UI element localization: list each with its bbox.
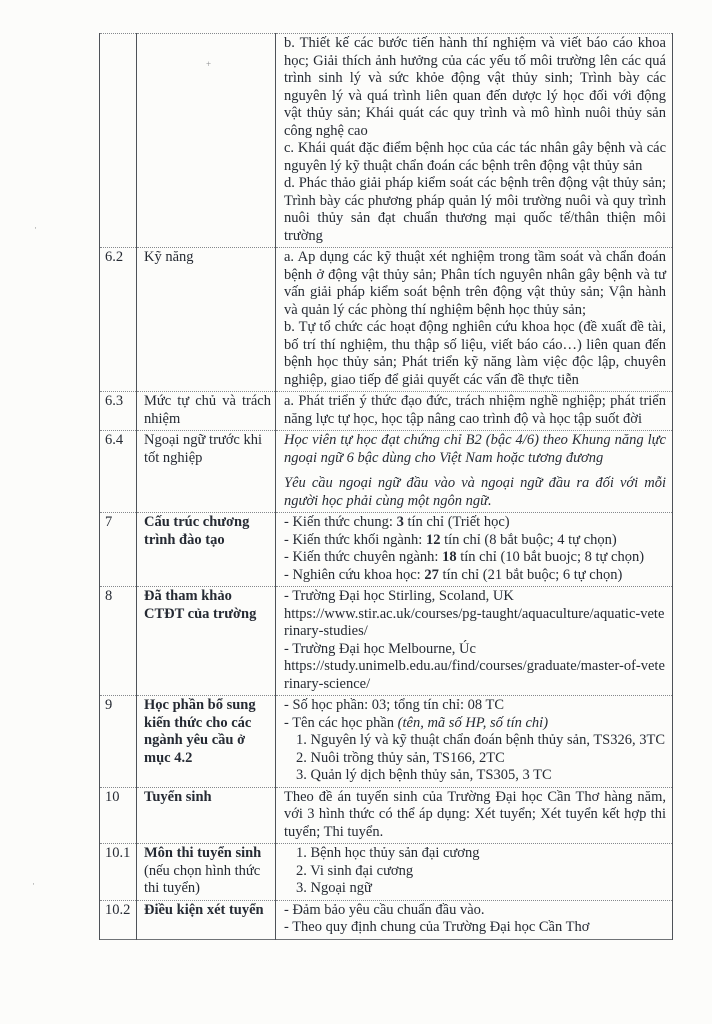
credit-line	[284, 532, 666, 550]
credit-line-text: - Kiến thức khối ngành:	[284, 531, 426, 548]
exam-subject-item: 1. Bệnh học thủy sản đại cương	[296, 845, 480, 861]
row-label-note: (nếu chọn hình thức thi tuyển)	[144, 862, 261, 896]
credit-line-text: - Nghiên cứu khoa học:	[284, 566, 425, 583]
scan-speck: ·	[32, 879, 35, 889]
credit-line-text: - Kiến thức chuyên ngành:	[284, 549, 443, 565]
row-number-cell: 6.4	[100, 431, 137, 513]
row-number-cell: 8	[100, 587, 137, 696]
paragraph: Theo đề án tuyển sinh của Trường Đại học Cần Thơ hàng năm, với 3 hình thức có thể áp dụng: Xét tuyển; Xét tuyển kết hợp thi tuyển; Thi tuyển.	[284, 788, 666, 840]
reference-university: - Trường Đại học Melbourne, Úc	[284, 640, 476, 657]
credit-line-text: - Kiến thức chung:	[284, 514, 397, 530]
row-number-cell: 10	[100, 787, 137, 844]
table-row-10-1	[100, 844, 673, 901]
row-label-cell: Mức tự chủ và trách nhiệm	[137, 392, 276, 431]
table-row-6-3	[100, 392, 673, 431]
reference-url-text: https://study.unimelb.edu.au/find/courses/graduate/master-of-veterinary-science/	[284, 658, 665, 692]
reference-url-text: https://www.stir.ac.uk/courses/pg-taught/aquaculture/aquatic-veterinary-studies/	[284, 605, 665, 639]
row-content-cell	[276, 587, 673, 696]
curriculum-table	[99, 33, 673, 940]
condition-item: - Đảm bảo yêu cầu chuẩn đầu vào.	[284, 901, 485, 918]
table-row-6-2	[100, 248, 673, 392]
table-row-6-1-continuation	[100, 34, 673, 248]
row-content-cell	[276, 696, 673, 788]
row-number-cell: 6.3	[100, 392, 137, 431]
row-label-cell	[137, 34, 276, 248]
row-number-cell: 7	[100, 513, 137, 587]
table-row-7	[100, 513, 673, 587]
credit-count: 27	[424, 566, 439, 583]
table-row-10	[100, 787, 673, 844]
credit-line-text: tín chỉ (10 bắt buojc; 8 tự chọn)	[456, 549, 645, 565]
row-number-cell	[100, 34, 137, 248]
row-label-main: Môn thi tuyển sinh	[144, 845, 262, 861]
row-label-cell: Cấu trúc chương trình đào tạo	[137, 513, 276, 587]
course-summary-line: - Số học phần: 03; tổng tín chỉ: 08 TC	[284, 697, 505, 713]
course-item: 3. Quản lý dịch bệnh thủy sản, TS305, 3 TC	[296, 767, 552, 783]
credit-line	[284, 514, 666, 532]
row-label-cell: Ngoại ngữ trước khi tốt nghiệp	[137, 431, 276, 513]
reference-university: - Trường Đại học Stirling, Scoland, UK	[284, 588, 514, 604]
paragraph: a. Ap dụng các kỹ thuật xét nghiệm trong tầm soát và chẩn đoán bệnh ở động vật thủy sản; Phân tích nguyên nhân gây bệnh và tư vấn giải pháp kiểm soát bệnh trên động vật thủy sản; Vận hành và quản lý các phòng thí nghiệm bệnh học thủy sản;	[284, 249, 666, 318]
row-label-cell: Điều kiện xét tuyển	[137, 900, 276, 939]
credit-line	[284, 549, 666, 567]
credit-line-text: tín chỉ (21 bắt buộc; 6 tự chọn)	[438, 566, 623, 583]
row-content-cell	[276, 787, 673, 844]
course-list-header-text: - Tên các học phần	[284, 714, 398, 731]
table-row-8	[100, 587, 673, 696]
scan-speck: +	[206, 59, 212, 69]
row-content-cell	[276, 900, 673, 939]
course-list-header-note: (tên, mã số HP, số tín chỉ)	[397, 714, 549, 731]
row-label-cell: Đã tham khảo CTĐT của trường	[137, 587, 276, 696]
scan-speck: ·	[34, 223, 37, 233]
course-item: 1. Nguyên lý và kỹ thuật chẩn đoán bệnh thủy sản, TS326, 3TC	[296, 732, 666, 748]
course-item: 2. Nuôi trồng thủy sản, TS166, 2TC	[296, 749, 505, 766]
row-content-cell	[276, 513, 673, 587]
row-number-cell: 10.1	[100, 844, 137, 901]
paragraph: b. Tự tổ chức các hoạt động nghiên cứu khoa học (đề xuất đề tài, bố trí thí nghiệm, thu thập số liệu, viết báo cáo…) liên quan đến bệnh học thủy sản; Phát triển kỹ năng làm việc độc lập, chuyên nghiệp, giao tiếp để giải quyết các vấn đề thực tiễn	[284, 319, 666, 388]
paragraph: a. Phát triển ý thức đạo đức, trách nhiệm nghề nghiệp; phát triển năng lực tự học, học tập nâng cao trình độ và học tập suốt đời	[284, 393, 666, 427]
row-content-cell	[276, 844, 673, 901]
row-label-cell: Kỹ năng	[137, 248, 276, 392]
paragraph: b. Thiết kế các bước tiến hành thí nghiệm và viết báo cáo khoa học; Giải thích ảnh hưởng của các yếu tố môi trường lên các quá trình sinh lý và sức khỏe động vật thủy sinh; Trình bày các nguyên lý và quá trình liên quan đến dược lý học đối với động vật thủy sản; Khái quát các quy trình và mô hình nuôi thủy sản công nghệ cao	[284, 35, 666, 139]
credit-count: 18	[442, 549, 457, 565]
row-label-cell	[137, 844, 276, 901]
exam-subject-item: 3. Ngoại ngữ	[296, 880, 372, 896]
credit-line-text: tín chỉ (8 bắt buộc; 4 tự chọn)	[440, 531, 617, 548]
table-row-6-4	[100, 431, 673, 513]
credit-count: 12	[425, 531, 441, 548]
condition-item: - Theo quy định chung của Trường Đại học Cần Thơ	[284, 919, 590, 935]
paragraph: d. Phác thảo giải pháp kiểm soát các bệnh trên động vật thủy sản; Trình bày các phương pháp quản lý môi trường nuôi và quy trình nuôi thủy sản đạt chuẩn thương mại quốc tế/thân thiện môi trường	[284, 175, 666, 244]
course-list-header	[284, 715, 666, 733]
credit-count: 3	[396, 514, 404, 530]
row-content-cell	[276, 392, 673, 431]
credit-line-text: tín chỉ (Triết học)	[403, 514, 510, 530]
exam-subject-item: 2. Vi sinh đại cương	[296, 862, 414, 879]
row-label-cell: Học phần bổ sung kiến thức cho các ngành yêu cầu ở mục 4.2	[137, 696, 276, 788]
row-content-cell	[276, 431, 673, 513]
credit-line	[284, 567, 666, 585]
row-number-cell: 6.2	[100, 248, 137, 392]
row-number-cell: 9	[100, 696, 137, 788]
paragraph: Học viên tự học đạt chứng chỉ B2 (bậc 4/6) theo Khung năng lực ngoại ngữ 6 bậc dùng cho Việt Nam hoặc tương đương	[284, 432, 666, 466]
paragraph: Yêu cầu ngoại ngữ đầu vào và ngoại ngữ đầu ra đối với mỗi người học phải cùng một ngôn ngữ.	[284, 475, 666, 509]
table-row-9	[100, 696, 673, 788]
table-row-10-2	[100, 900, 673, 939]
row-number-cell: 10.2	[100, 900, 137, 939]
row-content-cell	[276, 34, 673, 248]
paragraph: c. Khái quát đặc điểm bệnh học của các tác nhân gây bệnh và các nguyên lý kỹ thuật chẩn đoán các bệnh trên động vật thủy sản	[284, 140, 666, 174]
row-content-cell	[276, 248, 673, 392]
row-label-cell: Tuyển sinh	[137, 787, 276, 844]
